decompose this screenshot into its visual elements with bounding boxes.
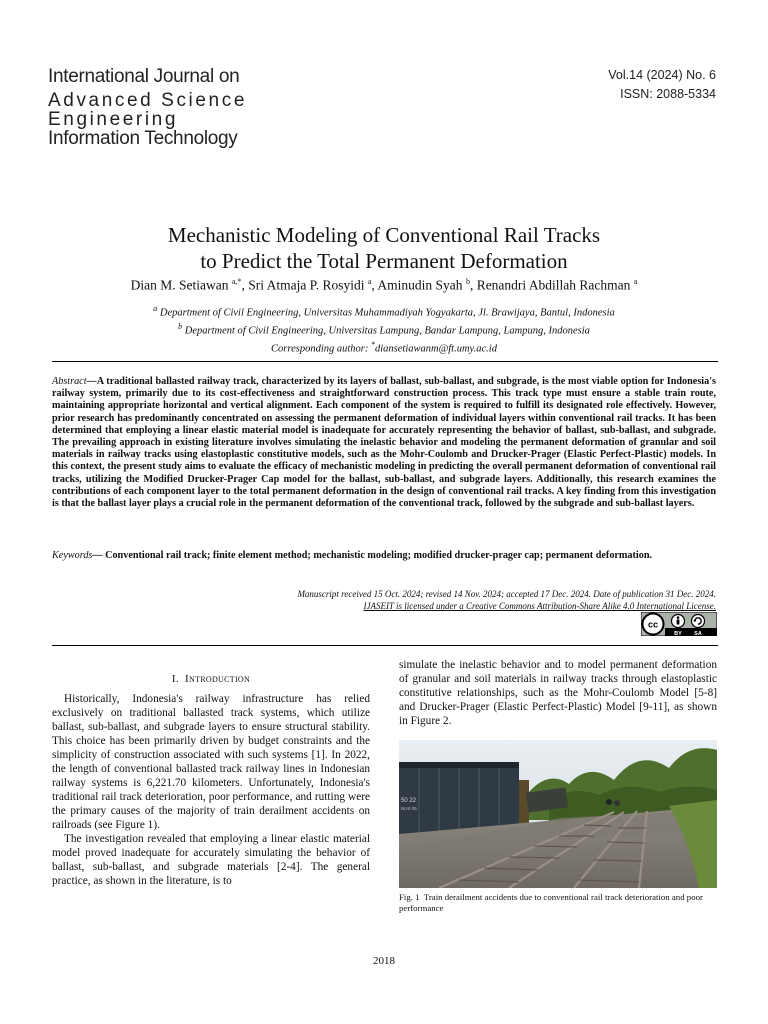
author-affil-mark: b — [465, 277, 470, 286]
author-list: Dian M. Setiawan $^{a,*}$, Sri Atmaja P. Rosyidi $^a$, Aminudin Syah $^b$, Renandri Abdillah Rachman $^a$ — [130, 277, 638, 293]
wagon-marking: 50 22 — [401, 798, 417, 804]
page-number: 2018 — [373, 955, 395, 967]
journal-name-line2: Advanced Science — [48, 90, 247, 111]
column-left — [52, 672, 370, 888]
author-affil-mark: a — [633, 277, 638, 286]
author-name: Sri Atmaja P. Rosyidi — [248, 277, 365, 293]
manuscript-info — [116, 588, 716, 612]
section-heading: I. Introduction — [171, 673, 251, 685]
keywords-label: Keywords — [52, 550, 93, 561]
author-name: Aminudin Syah — [377, 277, 463, 293]
cc-by-text: BY — [674, 631, 682, 636]
svg-text:cc: cc — [647, 619, 659, 630]
abstract-label: Abstract — [52, 376, 87, 387]
paragraph: Historically, Indonesia's railway infrastructure has relied exclusively on traditional ballasted track systems, which utilize ballast, sub-ballast, and subgrade layers to ensure structural stability. This choice has been primarily driven by budget constraints and the simplicity of construction associated with such systems [1]. In 2022, the length of conventional ballasted track railway lines in Indonesian railway systems is 6,221.70 kilometers. Unfortunately, Indonesia's traditional rail track deterioration, poor performance, and rutting were the primary causes of the majority of train derailment accidents on railroads (see Figure 1). — [52, 693, 370, 831]
author-name: Dian M. Setiawan — [130, 277, 229, 293]
author-affil-mark: a,* — [231, 277, 242, 286]
affiliation-a: $^a$ Department of Civil Engineering, Universitas Muhammadiyah Yogyakarta, Jl. Brawijaya, Bantul, Indonesia — [153, 304, 615, 319]
article-title — [40, 222, 728, 274]
wagon-marking: NUS 05 — [401, 806, 417, 811]
title-line-1: Mechanistic Modeling of Conventional Rail Tracks — [167, 223, 601, 247]
journal-name-line1: International Journal on — [48, 66, 240, 87]
affiliations — [40, 302, 728, 356]
keywords — [52, 550, 716, 562]
figure-derailment-photo — [399, 740, 717, 888]
paragraph: The investigation revealed that employing a linear elastic material model proved inadequate for accurately simulating the behavior of ballast, sub-ballast, and subgrade materials [2-4]. The general practice, as shown in the literature, is to — [52, 833, 370, 887]
abstract — [52, 376, 716, 510]
issue-info — [608, 66, 716, 104]
figure-caption: Fig. 1 Train derailment accidents due to conventional rail track deterioration and poor performance — [399, 892, 703, 913]
cc-by-sa-license-icon[interactable] — [641, 612, 717, 636]
cc-sa-text: SA — [694, 631, 702, 636]
abstract-text: —A traditional ballasted railway track, characterized by its layers of ballast, sub-ballast, and subgrade, is the most viable option for Indonesia's railway system, primarily due to its cost-effectiveness and straightforward construction process. This track type must ensure a stable train route, maintaining appropriate horizontal and vertical alignment. Each component of the system is required to fulfill its designated role effectively. However, prior research has predominantly concentrated on assessing the permanent deformation of individual layers within conventional rail tracks. It has been determined that employing a linear elastic material model is inadequate for accurately representing the behavior of ballast, sub-ballast, and subgrade. The prevailing approach in existing literature involves simulating the inelastic behavior and modeling the permanent deformation of granular and soil materials in railway tracks using elastoplastic constitutive models, such as the Mohr-Coulomb and Drucker-Prager (Elastic Perfect-Plastic) models. In this context, the present study aims to evaluate the efficacy of mechanistic modeling in predicting the overall permanent deformation of conventional rail tracks, utilizing the Modified Drucker-Prager Cap model for the ballast, sub-ballast, and subgrade layers. Additionally, this research examines the contributions of each component layer to the total permanent deformation in the design of conventional rail tracks. A key finding from this investigation is that the ballast layer plays a crucial role in the permanent deformation of the conventional track, followed by the subgrade and sub-ballast layers. — [52, 376, 716, 510]
divider-top — [52, 361, 718, 362]
manuscript-dates: Manuscript received 15 Oct. 2024; revised 14 Nov. 2024; accepted 17 Dec. 2024. Date of publication 31 Dec. 2024. — [297, 589, 716, 599]
issn-label: ISSN: 2088-5334 — [620, 87, 716, 101]
column-right — [399, 658, 717, 728]
paragraph-continued: simulate the inelastic behavior and to model permanent deformation of granular and soil materials in railway tracks through elastoplastic constitutive relationships, such as the Mohr-Coulomb Model [5-8] and Drucker-Prager (Elastic Perfect-Plastic) Model [9-11], as shown in Figure 2. — [399, 659, 717, 727]
volume-label: Vol.14 (2024) No. 6 — [608, 68, 716, 82]
author-affil-mark: a — [367, 277, 372, 286]
keywords-text: — Conventional rail track; finite element method; mechanistic modeling; modified drucker-prager cap; permanent deformation. — [92, 550, 653, 561]
journal-name-block — [48, 91, 247, 148]
corresponding-author: Corresponding author: *diansetiawanm@ft.umy.ac.id — [271, 340, 497, 355]
license-statement: IJASEIT is licensed under a Creative Commons Attribution-Share Alike 4.0 International License. — [363, 601, 716, 611]
journal-name-line3: Engineering — [48, 109, 179, 130]
corresponding-email[interactable]: diansetiawanm@ft.umy.ac.id — [375, 343, 497, 355]
affiliation-b: $^b$ Department of Civil Engineering, Universitas Lampung, Bandar Lampung, Lampung, Indonesia — [178, 322, 590, 337]
journal-name-line4: Information Technology — [48, 128, 238, 149]
divider-bottom — [52, 645, 718, 646]
title-line-2: to Predict the Total Permanent Deformation — [200, 249, 568, 273]
author-name: Renandri Abdillah Rachman — [476, 277, 631, 293]
